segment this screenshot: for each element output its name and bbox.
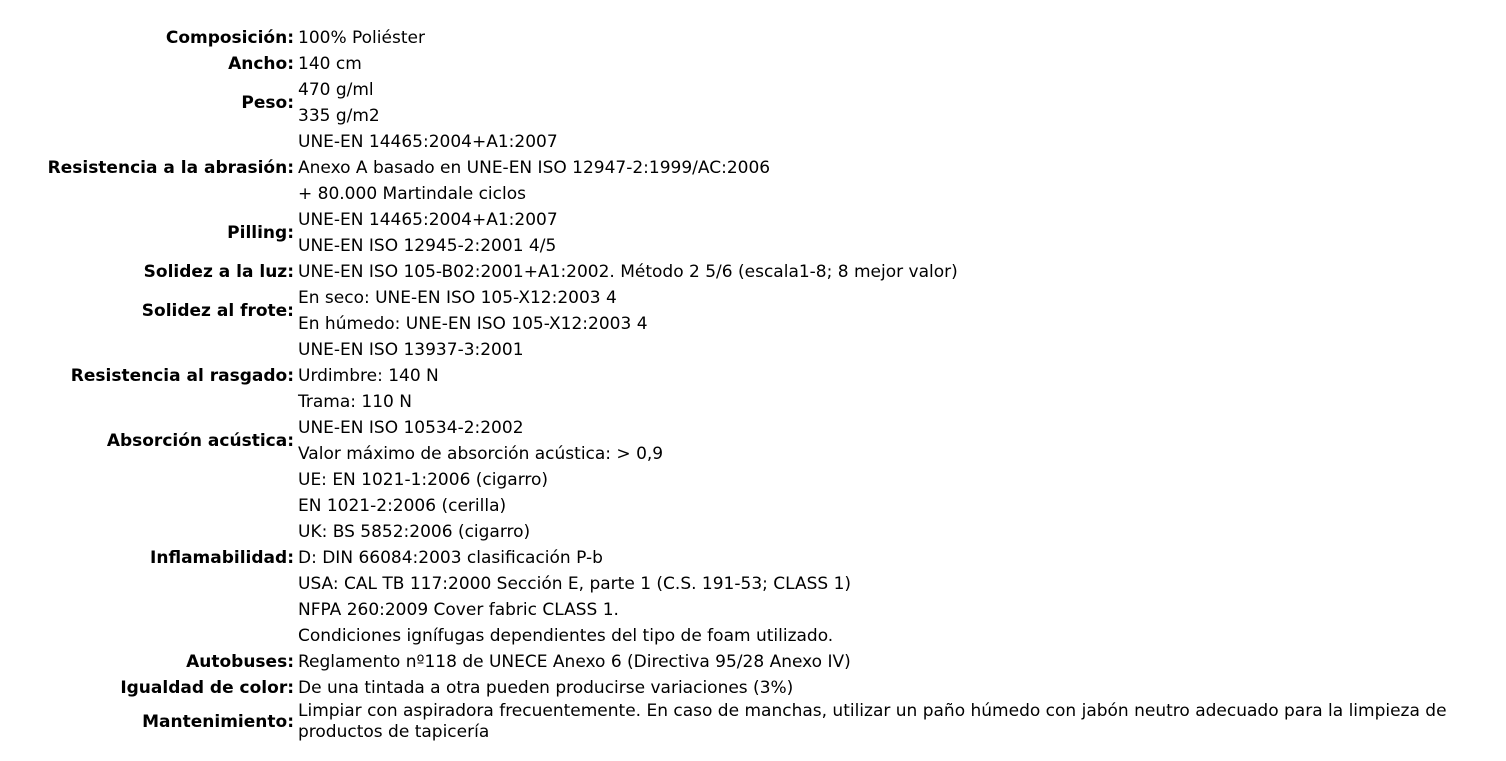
spec-row-composicion [12, 25, 1498, 51]
spec-label: Pilling: [227, 223, 294, 243]
spec-row-solidez-frote [12, 285, 1498, 337]
spec-label: Resistencia al rasgado: [70, 366, 294, 386]
spec-label: Composición: [165, 28, 294, 48]
spec-value-line: NFPA 260:2009 Cover fabric CLASS 1. [298, 600, 619, 620]
spec-value [298, 77, 1498, 129]
spec-value-line: En seco: UNE-EN ISO 105-X12:2003 4 [298, 288, 617, 308]
spec-label: Mantenimiento: [142, 712, 294, 732]
spec-value-line: Limpiar con aspiradora frecuentemente. En caso de manchas, utilizar un paño húmedo con jabón neutro adecuado para la limpieza de productos de tapicería [298, 701, 1447, 742]
spec-row-solidez-luz [12, 259, 1498, 285]
spec-row-resistencia-rasgado [12, 337, 1498, 415]
spec-label: Solidez a la luz: [143, 262, 294, 282]
spec-label: Ancho: [228, 54, 294, 74]
spec-value-line: D: DIN 66084:2003 clasificación P-b [298, 548, 603, 568]
spec-value-line: 335 g/m2 [298, 106, 380, 126]
spec-value-line: En húmedo: UNE-EN ISO 105-X12:2003 4 [298, 314, 648, 334]
spec-row-igualdad-color [12, 675, 1498, 701]
spec-label: Autobuses: [186, 652, 294, 672]
spec-value-line: UNE-EN 14465:2004+A1:2007 [298, 210, 558, 230]
specifications-table [12, 25, 1498, 743]
spec-value [298, 25, 1498, 51]
spec-value-line: UNE-EN 14465:2004+A1:2007 [298, 132, 558, 152]
spec-value-line: Condiciones ignífugas dependientes del tipo de foam utilizado. [298, 626, 834, 646]
spec-value [298, 51, 1498, 77]
spec-label: Solidez al frote: [141, 301, 294, 321]
spec-label: Absorción acústica: [106, 431, 294, 451]
spec-value [298, 207, 1498, 259]
spec-row-resistencia-abrasion [12, 129, 1498, 207]
spec-value [298, 415, 1498, 467]
spec-value-line: Anexo A basado en UNE-EN ISO 12947-2:1999/AC:2006 [298, 158, 771, 178]
spec-value-line: 100% Poliéster [298, 28, 425, 48]
spec-label: Resistencia a la abrasión: [47, 158, 294, 178]
spec-value [298, 259, 1498, 285]
spec-value-line: UNE-EN ISO 13937-3:2001 [298, 340, 524, 360]
spec-value-line: Trama: 110 N [298, 392, 412, 412]
spec-value-line: Reglamento nº118 de UNECE Anexo 6 (Directiva 95/28 Anexo IV) [298, 652, 851, 672]
spec-value [298, 467, 1498, 649]
spec-row-ancho [12, 51, 1498, 77]
spec-value-line: Urdimbre: 140 N [298, 366, 439, 386]
spec-row-autobuses [12, 649, 1498, 675]
spec-value [298, 337, 1498, 415]
spec-row-inflamabilidad [12, 467, 1498, 649]
spec-value [298, 675, 1498, 701]
spec-value-line: UNE-EN ISO 12945-2:2001 4/5 [298, 236, 557, 256]
spec-label: Inflamabilidad: [150, 548, 294, 568]
spec-value-line: USA: CAL TB 117:2000 Sección E, parte 1 (C.S. 191-53; CLASS 1) [298, 574, 852, 594]
spec-value [298, 129, 1498, 207]
spec-value [298, 701, 1498, 743]
spec-value-line: UNE-EN ISO 105-B02:2001+A1:2002. Método 2 5/6 (escala1-8; 8 mejor valor) [298, 262, 958, 282]
spec-value-line: UK: BS 5852:2006 (cigarro) [298, 522, 531, 542]
spec-row-absorcion-acustica [12, 415, 1498, 467]
spec-value-line: + 80.000 Martindale ciclos [298, 184, 526, 204]
spec-row-mantenimiento [12, 701, 1498, 743]
spec-row-peso [12, 77, 1498, 129]
spec-value-line: UNE-EN ISO 10534-2:2002 [298, 418, 524, 438]
spec-value-line: 470 g/ml [298, 80, 374, 100]
spec-value-line: Valor máximo de absorción acústica: > 0,9 [298, 444, 664, 464]
spec-row-pilling [12, 207, 1498, 259]
spec-value [298, 649, 1498, 675]
spec-value-line: 140 cm [298, 54, 362, 74]
spec-label: Peso: [241, 93, 294, 113]
spec-value-line: EN 1021-2:2006 (cerilla) [298, 496, 507, 516]
spec-value-line: UE: EN 1021-1:2006 (cigarro) [298, 470, 549, 490]
spec-label: Igualdad de color: [120, 678, 294, 698]
spec-value-line: De una tintada a otra pueden producirse variaciones (3%) [298, 678, 794, 698]
spec-value [298, 285, 1498, 337]
